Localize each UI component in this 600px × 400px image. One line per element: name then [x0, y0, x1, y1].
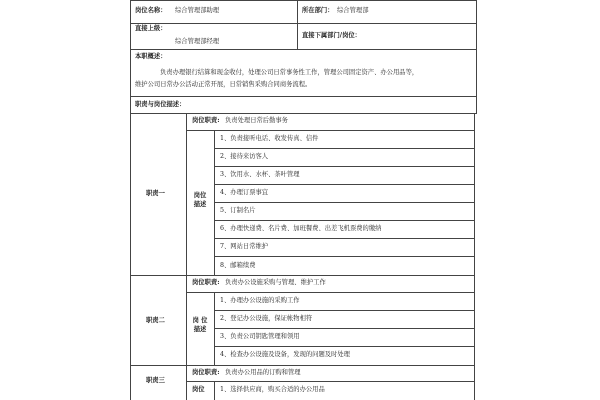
list-item-text: 1、选择供应商，购买合适的办公用品 — [220, 386, 325, 393]
list-item-text: 2、登记办公设施，保证帐物相符 — [220, 315, 313, 322]
duty-1-role-text: 负责处理日常后勤事务 — [225, 117, 288, 124]
duty-1-desc-label — [186, 191, 214, 210]
superior-value: 综合管理部经理 — [175, 38, 220, 45]
overview-label: 本职概述： — [135, 53, 167, 60]
header-row-1-divider — [297, 0, 298, 22]
header-row-2-divider — [297, 22, 298, 49]
list-item-text: 4、办理订票事宜 — [220, 189, 269, 196]
position-name-value: 综合管理部助理 — [175, 7, 220, 14]
list-item-text: 1、负责接听电话、收发传真、信件 — [220, 135, 319, 142]
duty-1-desc-label-line-2: 描述 — [193, 201, 207, 209]
duty-2-name: 职责二 — [146, 317, 165, 324]
duty-1-desc-label-line-1: 岗位 — [193, 192, 207, 199]
duty-1-role-label: 岗位职责: — [192, 117, 220, 124]
duty-1-name: 职责一 — [146, 190, 165, 197]
duties-label: 职责与岗位描述： — [135, 101, 186, 108]
overview-line-1: 负责办理银行结算和现金收付，处理公司日常事务性工作，管理公司固定资产、办公用品等， — [160, 69, 419, 76]
overview-line-2: 维护公司日常办公活动正常开展，日常销售采购合同商务流程。 — [135, 81, 312, 88]
list-item-text: 2、接待来访客人 — [220, 153, 269, 160]
department-value: 综合管理部 — [337, 7, 369, 14]
department-label: 所在部门： — [302, 7, 334, 14]
duty-2-desc-label — [186, 316, 214, 335]
list-item-text: 6、办理快递费、名片费、加班餐费、出差飞机票费的缴纳 — [220, 225, 382, 232]
list-item-text: 4、检查办公设施及设备，发现的问题及时处理 — [220, 351, 350, 358]
duty-3-desc-label: 岗位 — [192, 386, 205, 393]
position-name-label: 岗位名称： — [135, 7, 167, 14]
list-item-text: 7、网站日常维护 — [220, 243, 269, 250]
duty-3-role-text: 负责办公用品的订购和管理 — [225, 369, 301, 376]
subordinate-label: 直接下属部门/岗位： — [302, 32, 361, 39]
duty-2-desc-label-line-1: 岗 位 — [192, 317, 208, 324]
duty-2-desc-label-line-2: 描述 — [193, 326, 207, 334]
duty-2-role-text: 负责办公设施采购与管理、维护工作 — [225, 279, 326, 286]
list-item-text: 8、邮箱续费 — [220, 262, 256, 269]
superior-label: 直接上级： — [135, 25, 167, 32]
list-item-text: 3、饮用水、水杯、茶叶管理 — [220, 171, 300, 178]
duty-2-role-label: 岗位职责: — [192, 279, 220, 286]
job-description-document — [130, 0, 475, 400]
duty-3-name: 职责三 — [146, 377, 165, 384]
list-item-text: 3、负责公司钥匙管理和领用 — [220, 333, 300, 340]
list-item-text: 1、办理办公设施的采购工作 — [220, 297, 300, 304]
duty-3-role-label: 岗位职责: — [192, 369, 220, 376]
duty-3-desc-divider — [214, 381, 215, 400]
list-item-text: 5、订制名片 — [220, 207, 256, 214]
